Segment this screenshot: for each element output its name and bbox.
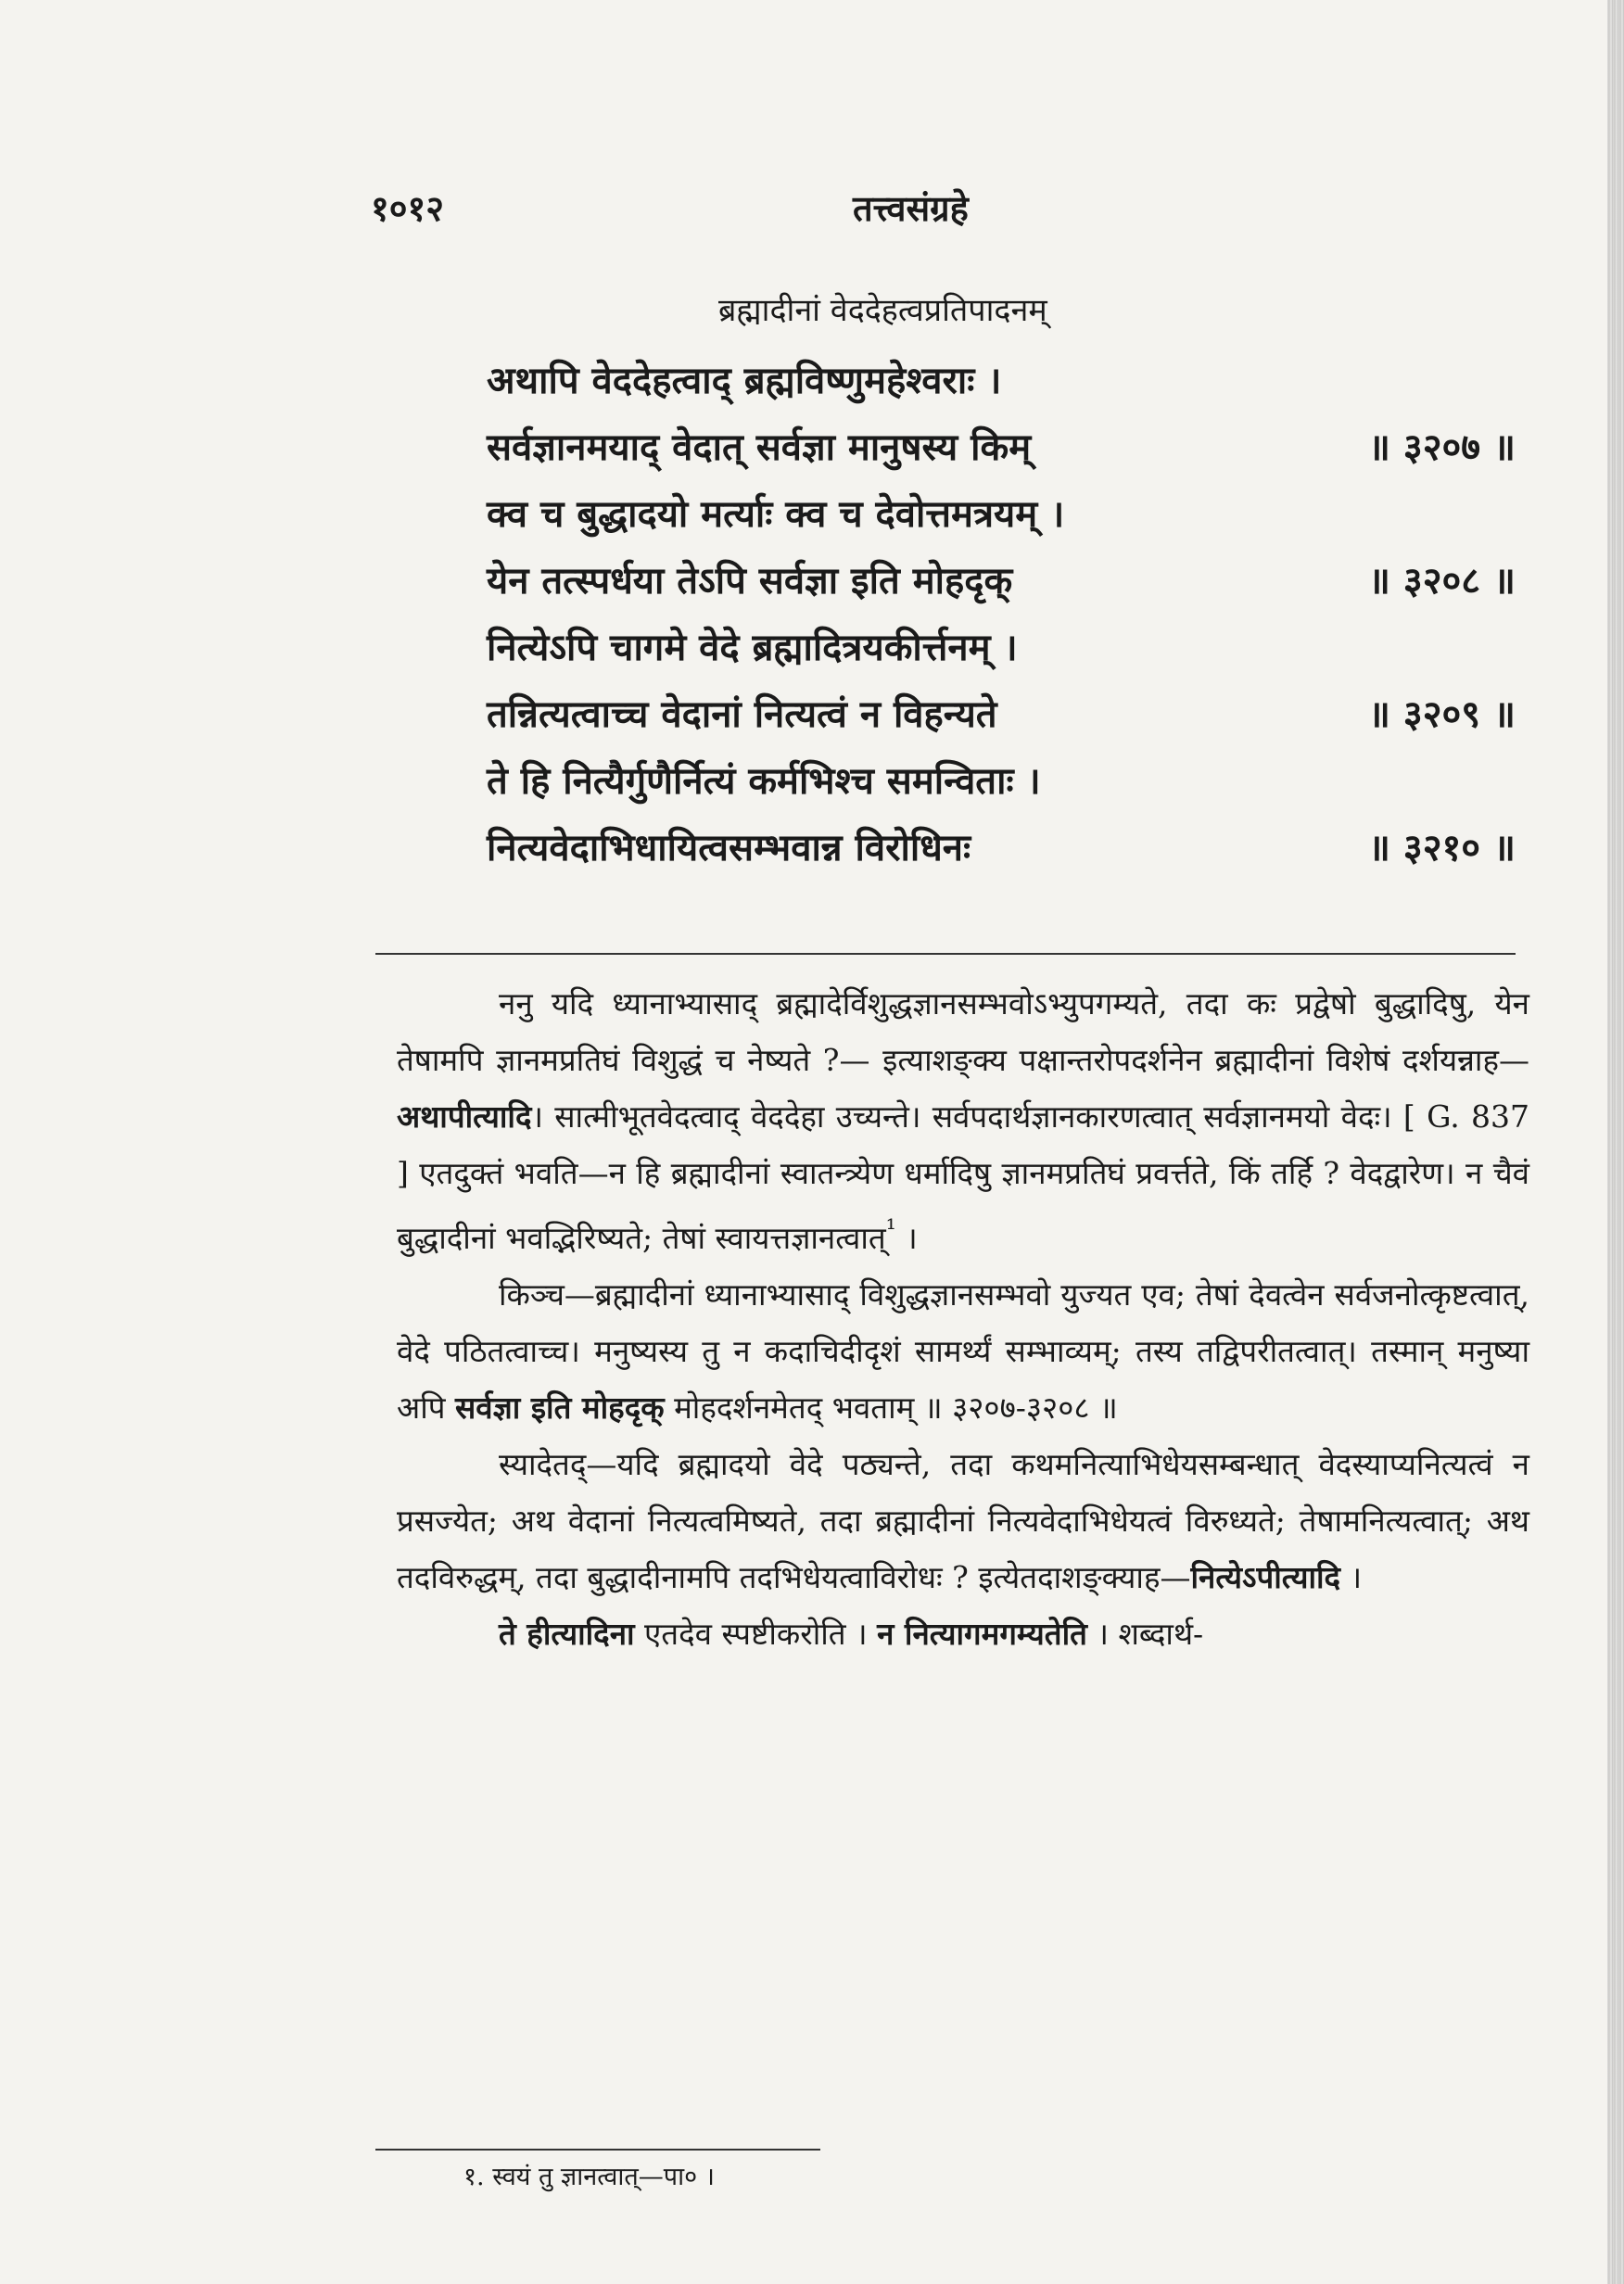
pratika-reference: ते हीत्यादिना <box>499 1616 635 1652</box>
commentary-text: ननु यदि ध्यानाभ्यासाद् ब्रह्मादेर्विशुद्धज्ञानसम्भवोऽभ्युपगम्यते, तदा कः प्रद्वेषो बुद्धादिषु, येन तेषामपि ज्ञानमप्रतिघं विशुद्धं च नेष्यते ?— इत्याशङ्क्य पक्षान्तरोपदर्शनेन ब्रह्मादीनां विशेषं दर्शयन्नाह— <box>397 985 1529 1078</box>
commentary-paragraph <box>397 1436 1529 1605</box>
verse-text: क्व च बुद्धादयो मर्त्याः क्व च देवोत्तमत्रयम् । <box>487 492 1065 536</box>
commentary-text: । <box>1340 1559 1363 1595</box>
commentary-text: । शब्दार्थ- <box>1086 1616 1204 1652</box>
verse-line <box>487 815 1516 882</box>
commentary-text: एतदेव स्पष्टीकरोति । <box>634 1616 878 1652</box>
commentary-text: मोहदर्शनमेतद् भवताम् ॥ ३२०७-३२०८ ॥ <box>664 1389 1118 1426</box>
running-title: तत्त्वसंग्रहे <box>853 187 969 229</box>
pratika-reference: सर्वज्ञा इति मोहदृक् <box>455 1389 665 1426</box>
footnote-marker: ¹ <box>885 1214 896 1244</box>
verse-line <box>487 548 1516 615</box>
verse-line <box>487 748 1516 815</box>
verse-line <box>487 481 1516 548</box>
verse-number: ॥ ३२०८ ॥ <box>1368 559 1516 603</box>
verse-line <box>487 414 1516 481</box>
commentary-text: किञ्च—ब्रह्मादीनां ध्यानाभ्यासाद् विशुद्धज्ञानसम्भवो युज्यत एव; तेषां देवत्वेन सर्वजनोत्कृष्टत्वात्, वेदे पठितत्वाच्च। मनुष्यस्य तु न कदाचिदीदृशं सामर्थ्यं सम्भाव्यम्; तस्य तद्विपरीतत्वात्। तस्मान् मनुष्या अपि <box>397 1276 1529 1426</box>
verse-text: ते हि नित्यैर्गुणैर्नित्यं कर्मभिश्च समन्विताः । <box>487 759 1041 803</box>
verse-line <box>487 615 1516 681</box>
verse-text: नित्येऽपि चागमे वेदे ब्रह्मादित्रयकीर्त्तनम् । <box>487 626 1018 669</box>
section-heading: ब्रह्मादीनां वेददेहत्वप्रतिपादनम् <box>718 292 1047 329</box>
verse-number: ॥ ३२०९ ॥ <box>1368 692 1516 736</box>
verse-text: तन्नित्यत्वाच्च वेदानां नित्यत्वं न विहन्यते <box>487 692 997 736</box>
verse-text: नित्यवेदाभिधायित्वसम्भवान्न विरोधिनः <box>487 826 971 869</box>
commentary-paragraph <box>397 1605 1529 1662</box>
verse-text: सर्वज्ञानमयाद् वेदात् सर्वज्ञा मानुषस्य किम् <box>487 425 1032 469</box>
verse-number: ॥ ३२१० ॥ <box>1368 826 1516 869</box>
page-header <box>371 184 1511 239</box>
verse-line <box>487 348 1516 414</box>
verse-text: अथापि वेददेहत्वाद् ब्रह्मविष्णुमहेश्वराः । <box>487 359 1002 402</box>
page-number: १०१२ <box>371 187 445 229</box>
commentary-paragraph <box>397 1266 1529 1436</box>
verse-line <box>487 681 1516 748</box>
commentary-text: स्यादेतद्—यदि ब्रह्मादयो वेदे पठ्यन्ते, तदा कथमनित्याभिधेयसम्बन्धात् वेदस्याप्यनित्यत्वं न प्रसज्येत; अथ वेदानां नित्यत्वमिष्यते, तदा ब्रह्मादीनां नित्यवेदाभिधेयत्वं विरुध्यते; तेषामनित्यत्वात्; अथ तदविरुद्धम्, तदा बुद्धादीनामपि तदभिधेयत्वाविरोधः ? इत्येतदाशङ्क्याह— <box>397 1446 1529 1595</box>
footnote-divider <box>375 2149 820 2151</box>
section-divider <box>375 953 1516 955</box>
pratika-reference: न नित्यागमगम्यतेति <box>877 1616 1087 1652</box>
footnote: १. स्वयं तु ज्ञानत्वात्—पा० । <box>463 2163 715 2191</box>
pratika-reference: नित्येऽपीत्यादि <box>1190 1559 1341 1595</box>
commentary-block <box>397 975 1529 1662</box>
commentary-paragraph <box>397 975 1529 1266</box>
verse-text: येन तत्स्पर्धया तेऽपि सर्वज्ञा इति मोहदृक् <box>487 559 1013 603</box>
verse-block <box>487 348 1516 882</box>
commentary-text: । सात्मीभूतवेदत्वाद् वेददेहा उच्यन्ते। सर्वपदार्थज्ञानकारणत्वात् सर्वज्ञानमयो वेदः। [ G. 837 ] एतदुक्तं भवति—न हि ब्रह्मादीनां स्वातन्त्र्येण धर्मादिषु ज्ञानमप्रतिघं प्रवर्त्तते, किं तर्हि ? वेदद्वारेण। न चैवं बुद्धादीनां भवद्भिरिष्यते; तेषां स्वायत्तज्ञानत्वात् <box>397 1098 1529 1256</box>
pratika-reference: अथापीत्यादि <box>397 1098 532 1135</box>
commentary-text: । <box>895 1220 918 1256</box>
page-edge-scan-artifact <box>1607 0 1624 2284</box>
verse-number: ॥ ३२०७ ॥ <box>1368 425 1516 469</box>
